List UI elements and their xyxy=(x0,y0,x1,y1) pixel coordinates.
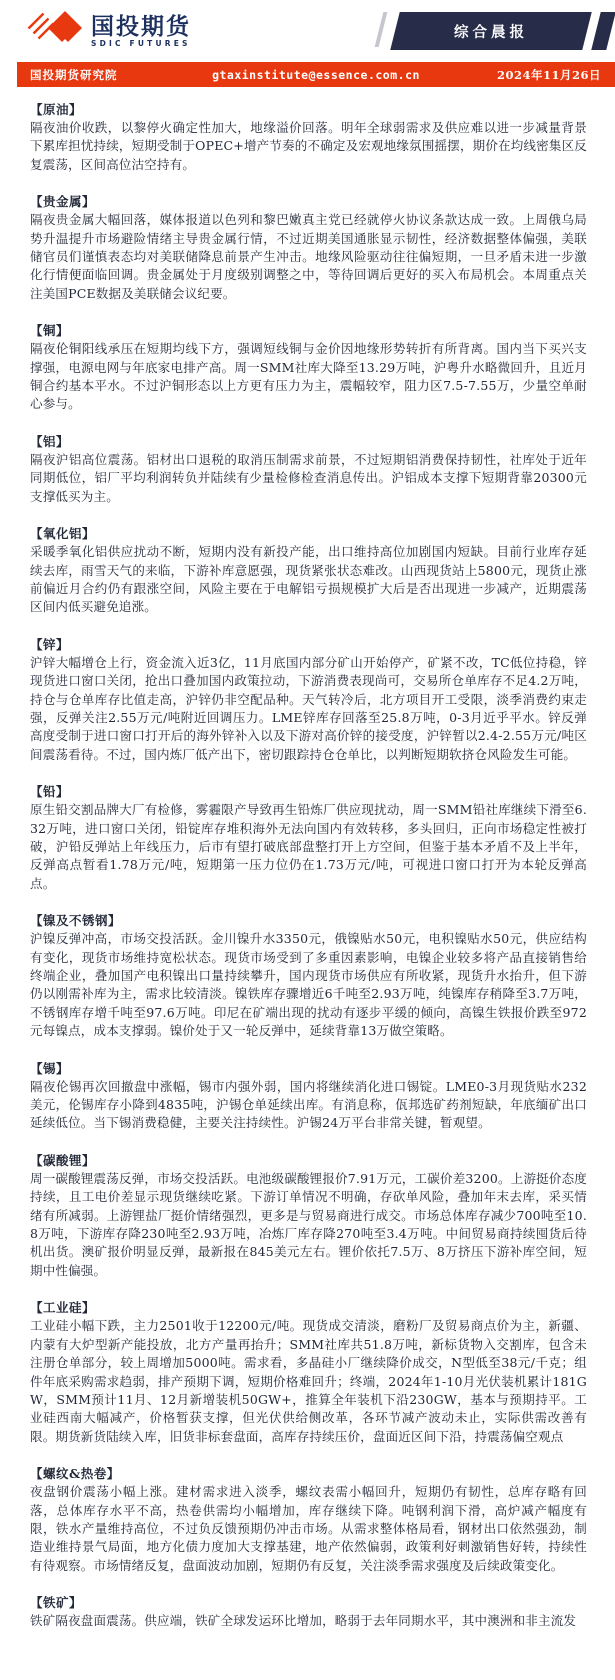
section-body: 铁矿隔夜盘面震荡。供应端，铁矿全球发运环比增加，略弱于去年同期水平，其中澳洲和非主流发 xyxy=(30,1613,577,1629)
section-crude-oil xyxy=(30,100,587,174)
section-alumina xyxy=(30,524,587,617)
report-header xyxy=(0,0,615,62)
section-copper xyxy=(30,321,587,414)
section-lithium-carbonate xyxy=(30,1151,587,1280)
section-title: 【铜】 xyxy=(30,323,70,339)
banner-tail-shape xyxy=(591,12,615,50)
section-zinc xyxy=(30,635,587,764)
institute-name: 国投期货研究院 xyxy=(30,67,118,82)
report-date: 2024年11月26日 xyxy=(496,67,601,82)
section-title: 【镍及不锈钢】 xyxy=(30,913,122,929)
contact-email: gtaxinstitute@essence.com.cn xyxy=(212,67,420,82)
report-content xyxy=(0,87,615,1631)
section-title: 【铁矿】 xyxy=(30,1595,83,1611)
section-iron-ore xyxy=(30,1593,587,1630)
section-title: 【贵金属】 xyxy=(30,194,96,210)
section-body: 工业硅小幅下跌，主力2501收于12200元/吨。现货成交清淡，磨粉厂及贸易商点价为主，新疆、内蒙有大炉型新产能投放，北方产量再抬升；SMM社库共51.8万吨，新标货物入交割库，包含未注册仓单部分，较上周增加5000吨。需求看，多晶硅小厂继续降价成交，N型低至38元/千克；组件年底采购需求趋弱，排产预期下调，短期价格难回升；终端，2024年1-10月光伏装机累计181GW，SMM预计11月、12月新增装机50GW+，推算全年装机下沿230GW，基本与预期持平。工业硅西南大幅减产，价格暂获支撑，但光伏供给侧改革，各环节减产波动未止，实际供需改善有限。期货新货陆续入库，旧货非标套盘面，高库存持续压价，盘面近区间下沿，持震荡偏空观点 xyxy=(30,1318,587,1444)
section-rebar-hrc xyxy=(30,1464,587,1575)
section-title: 【铅】 xyxy=(30,784,70,800)
section-body: 隔夜沪铝高位震荡。铝材出口退税的取消压制需求前景，不过短期铝消费保持韧性，社库处于近年同期低位，铝厂平均利润转负并陆续有少量检修检查消息传出。沪铝成本支撑下短期背靠20300元支撑低买为主。 xyxy=(30,451,587,504)
info-bar xyxy=(17,62,615,87)
sdic-diamond-logo-icon xyxy=(26,9,84,53)
section-body: 隔夜伦铜阳线承压在短期均线下方，强调短线铜与金价因地缘形势转折有所背离。国内当下买兴支撑强，电源电网与年底家电排产高。周一SMM社库大降至13.29万吨，沪粤升水略微回升，且近月铜合约基本平水。不过沪铜形态以上方更有压力为主，震幅较窄，阻力区7.5-7.55万，少量空单耐心参与。 xyxy=(30,341,587,412)
section-title: 【锡】 xyxy=(30,1060,70,1076)
banner-gray-stripe xyxy=(375,12,388,47)
section-body: 采暖季氧化铝供应扰动不断，短期内没有新投产能，出口维持高位加剧国内短缺。目前行业库存延续去库，雨雪天气的来临，下游补库意愿强，现货紧张状态难改。山西现货站上5800元，现货止涨前偏近月合约仍有跟涨空间，风险主要在于电解铝亏损规模扩大后是否出现进一步减产，近期震荡区间内低买避免追涨。 xyxy=(30,544,587,615)
section-lead xyxy=(30,782,587,893)
section-title: 【氧化铝】 xyxy=(30,526,96,542)
section-body: 沪锌大幅增仓上行，资金流入近3亿，11月底国内部分矿山开始停产，矿紧不改，TC低位持稳，锌现货进口窗口关闭，抢出口叠加国内政策拉动，下游消费表现尚可，交易所仓单库存不足4.2万吨，持仓与仓单库存比值走高，沪锌仍非空配品种。天气转冷后，北方项目开工受限，淡季消费约束走强，反弹关注2.55万元/吨附近回调压力。LME锌库存回落至25.8万吨，0-3月近乎平水。锌反弹高度受制于进口窗口打开后的海外锌补入以及下游对高价锌的接受度，沪锌暂以2.4-2.55万元/吨区间震荡看待。不过，国内炼厂低产出下，密切跟踪持仓仓单比，以判断短期软挤仓风险发生可能。 xyxy=(30,654,587,762)
company-logo xyxy=(26,9,191,53)
report-type-banner xyxy=(375,12,615,50)
section-body: 隔夜贵金属大幅回落，媒体报道以色列和黎巴嫩真主党已经就停火协议条款达成一致。上周俄乌局势升温提升市场避险情绪主导贵金属行情，不过近期美国通胀显示韧性，经济数据整体偏强，美联储官员们谨慎表态均对美联储降息前景产生冲击。地缘风险驱动往往偏短期，一旦矛盾未进一步激化行情便面临回调。贵金属处于月度级别调整之中，等待回调后更好的买入布局机会。本周重点关注美国PCE数据及美联储会议纪要。 xyxy=(30,212,587,301)
section-aluminum xyxy=(30,432,587,506)
section-title: 【锌】 xyxy=(30,636,70,652)
logo-text xyxy=(91,15,191,48)
section-title: 【原油】 xyxy=(30,102,83,117)
logo-name-en: SDIC FUTURES xyxy=(91,38,191,48)
section-body: 原生铅交割品牌大厂有检修，雾霾限产导致再生铅炼厂供应现扰动，周一SMM铅社库继续下滑至6.32万吨，进口窗口关闭，铅锭库存堆积海外无法向国内有效转移，多头回归，正向市场稳定性被打破，沪铅反弹站上年线压力，后市有望打破底部盘整打开上方空间，但鉴于基本矛盾不及上半年，反弹高点暂看1.78万元/吨，短期第一压力位仍在1.73万元/吨，可视进口窗口打开为本轮反弹高点。 xyxy=(30,802,587,891)
section-tin xyxy=(30,1059,587,1133)
section-nickel-stainless xyxy=(30,911,587,1040)
section-body: 周一碳酸锂震荡反弹，市场交投活跃。电池级碳酸锂报价7.91万元，工碳价差3200。上游挺价态度持续，且工电价差显示现货继续吃紧。下游订单情况不明确，存砍单风险，叠加年末去库，采买情绪有所减弱。上游锂盐厂挺价情绪强烈，更多是与贸易商进行成交。市场总体库存减少700吨至10.8万吨，下游库存降230吨至2.93万吨，冶炼厂库存降270吨至3.4万吨。中间贸易商持续囤货后待机出货。澳矿报价明显反弹，最新报在845美元左右。锂价依托7.5万、8万挤压下游补库空间，短期中性偏强。 xyxy=(30,1170,587,1278)
banner-title: 综合晨报 xyxy=(454,24,528,41)
section-title: 【工业硅】 xyxy=(30,1300,96,1316)
section-body: 夜盘钢价震荡小幅上涨。建材需求进入淡季，螺纹表需小幅回升，短期仍有韧性，总库存略有回落，总体库存水平不高，热卷供需均小幅增加，库存继续下降。吨钢利润下滑，高炉减产幅度有限，铁水产量维持高位，不过负反馈预期仍冲击市场。从需求整体格局看，钢材出口依然强劲，制造业维持景气局面，地方化债力度加大支撑基建，地产依然偏弱，政策利好刺激销售好转，持续性有待观察。市场情绪反复，盘面波动加剧，短期仍有反复，关注淡季需求强度及后续政策变化。 xyxy=(30,1484,587,1573)
section-industrial-silicon xyxy=(30,1298,587,1446)
section-body: 隔夜油价收跌，以黎停火确定性加大，地缘溢价回落。明年全球弱需求及供应难以进一步减量背景下累库担忧持续，短期受制于OPEC+增产节奏的不确定及宏观地缘氛围摇摆，期价在均线密集区反复震荡，区间高位沽空持有。 xyxy=(30,120,587,172)
section-body: 沪镍反弹冲高，市场交投活跃。金川镍升水3350元，俄镍贴水50元，电积镍贴水50元，供应结构有变化，现货市场维持宽松状态。现货市场受到了多重因素影响，电镍企业较多将产品直接销售给终端企业，叠加国产电积镍出口量持续攀升，国内现货市场供应有所收紧，现货升水抬升，但下游仍以刚需补库为主，需求比较清淡。镍铁库存骤增近6千吨至2.93万吨，纯镍库存稍降至3.7万吨，不锈钢库存增千吨至97.6万吨。印尼在矿端出现的扰动有逐步平缓的倾向，高镍生铁报价跌至972元每镍点，成本支撑弱。镍价处于又一轮反弹中，延续背靠13万做空策略。 xyxy=(30,931,587,1039)
section-title: 【碳酸锂】 xyxy=(30,1152,96,1168)
logo-name-cn: 国投期货 xyxy=(91,13,191,40)
section-body: 隔夜伦锡再次回撤盘中涨幅，锡市内强外弱，国内将继续消化进口锡锭。LME0-3月现货贴水232美元，伦锡库存小降到4835吨，沪锡仓单延续出库。有消息称，佤邦选矿药剂短缺，年底缅矿出口延续低位。当下锡消费稳健，主要关注持续性。沪锡24万平台非常关键，暂观望。 xyxy=(30,1078,587,1131)
section-precious-metals xyxy=(30,192,587,303)
section-title: 【铝】 xyxy=(30,433,70,449)
section-title: 【螺纹&热卷】 xyxy=(30,1466,120,1482)
